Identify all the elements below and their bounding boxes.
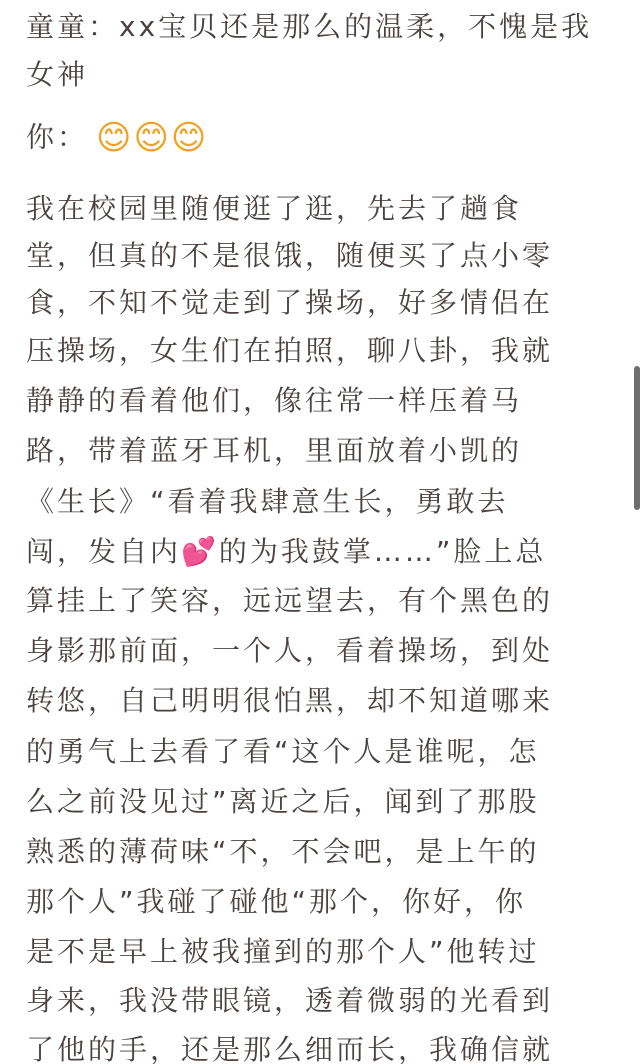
you-label: 你： [26,120,89,154]
story-line: 路，带着蓝牙耳机，里面放着小凯的 [26,434,523,467]
tongtong-message-line-1: 童童：xx宝贝还是那么的温柔，不愧是我 [26,10,593,43]
story-line: 是不是早上被我撞到的那个人”他转过 [26,935,540,968]
story-line: 算挂上了笑容，远远望去，有个黑色的 [26,584,554,617]
story-line: 我在校园里随便逛了逛，先去了趟食 [26,192,523,225]
story-line: 闯，发自内💕的为我鼓掌……”脸上总 [26,535,547,568]
story-line: 了他的手，还是那么细而长，我确信就 [26,1033,554,1064]
tongtong-message-line-2: 女神 [26,58,89,91]
story-line: 熟悉的薄荷味“不，不会吧，是上午的 [26,835,540,868]
story-line: 食，不知不觉走到了操场，好多情侣在 [26,286,554,319]
scrollbar-thumb[interactable] [634,366,640,510]
story-line: 《生长》“看着我肆意生长，勇敢去 [26,485,509,518]
you-message [26,120,208,157]
story-line: 的勇气上去看了看“这个人是谁呢，怎 [26,735,540,768]
story-line: 压操场，女生们在拍照，聊八卦，我就 [26,334,554,367]
smile-emoji-icon: 😊😊😊 [96,118,209,158]
story-line: 身影那前面，一个人，看着操场，到处 [26,634,554,667]
story-line: 堂，但真的不是很饿，随便买了点小零 [26,239,554,272]
story-line: 转悠，自己明明很怕黑，却不知道哪来 [26,684,554,717]
story-line: 静静的看着他们，像往常一样压着马 [26,384,523,417]
story-line: 那个人”我碰了碰他“那个，你好，你 [26,885,527,918]
story-line: 么之前没见过”离近之后，闻到了那股 [26,785,540,818]
story-line: 身来，我没带眼镜，透着微弱的光看到 [26,984,554,1017]
